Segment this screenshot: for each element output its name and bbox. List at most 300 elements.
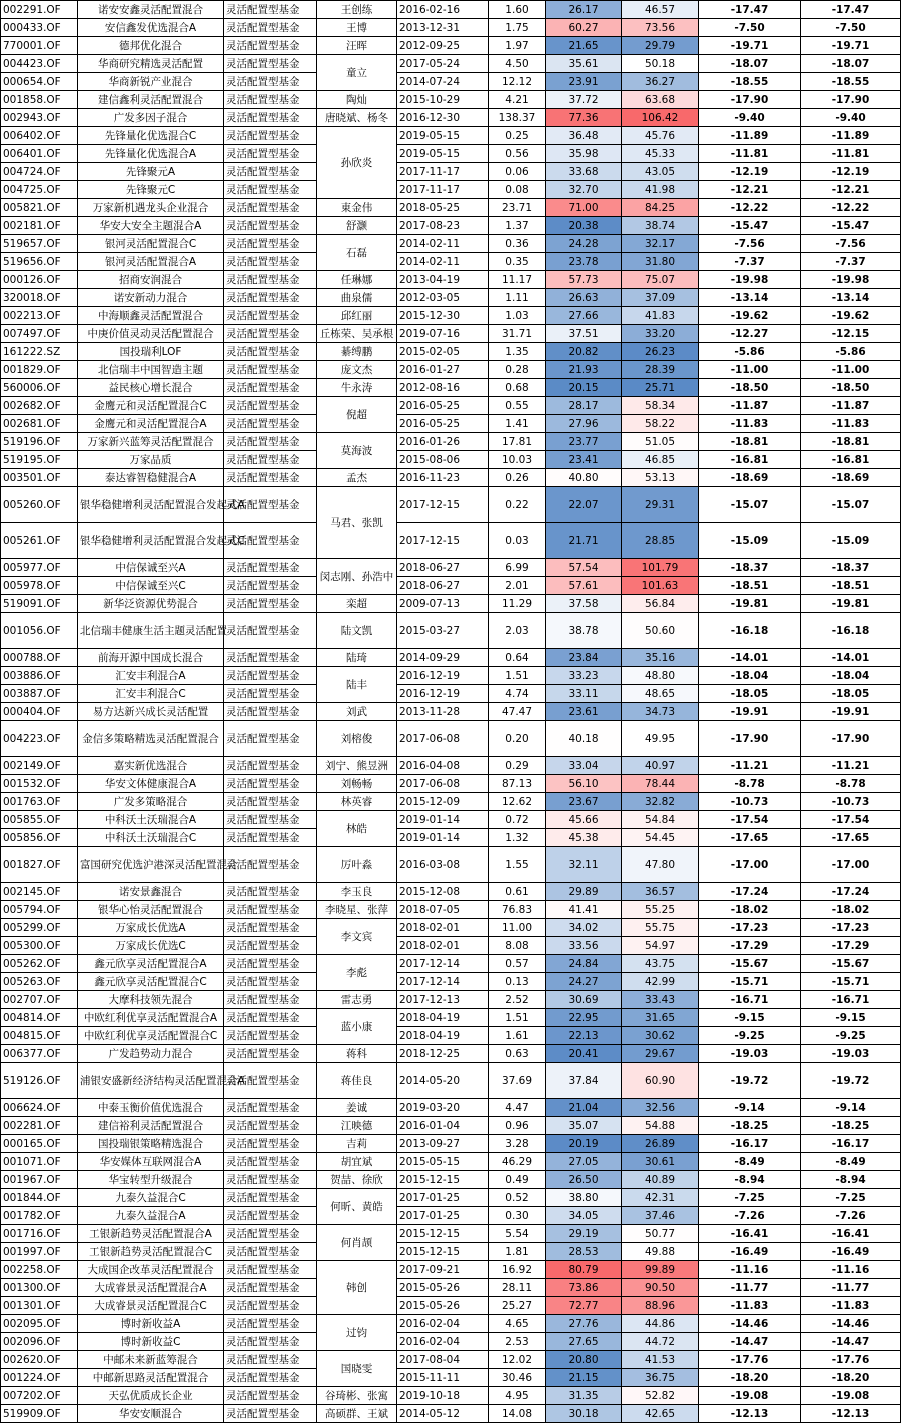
table-row (1, 775, 901, 793)
table-row (1, 649, 901, 667)
fund-code-cell: 002181.OF (1, 217, 78, 235)
return-2-cell: -14.47 (801, 1333, 901, 1351)
fund-size-cell: 14.08 (489, 1405, 546, 1423)
table-row (1, 325, 901, 343)
fund-type-cell: 灵活配置型基金 (224, 1045, 317, 1063)
metric-1-cell: 29.19 (546, 1225, 622, 1243)
return-2-cell: -17.54 (801, 811, 901, 829)
fund-type-cell: 灵活配置型基金 (224, 883, 317, 901)
return-1-cell: -17.23 (699, 919, 801, 937)
fund-code-cell: 007497.OF (1, 325, 78, 343)
fund-code-cell: 005261.OF (1, 523, 78, 559)
return-2-cell: -19.91 (801, 703, 901, 721)
start-date-cell: 2015-03-27 (397, 613, 489, 649)
fund-name-cell: 华安媒体互联网混合A (78, 1153, 224, 1171)
start-date-cell: 2016-04-08 (397, 757, 489, 775)
return-1-cell: -17.76 (699, 1351, 801, 1369)
fund-code-cell: 001858.OF (1, 91, 78, 109)
return-1-cell: -15.47 (699, 217, 801, 235)
table-row (1, 181, 901, 199)
fund-code-cell: 006402.OF (1, 127, 78, 145)
fund-size-cell: 0.64 (489, 649, 546, 667)
fund-type-cell: 灵活配置型基金 (224, 1207, 317, 1225)
start-date-cell: 2017-12-13 (397, 991, 489, 1009)
fund-name-cell: 华商新锐产业混合 (78, 73, 224, 91)
start-date-cell: 2018-05-25 (397, 199, 489, 217)
fund-code-cell: 006377.OF (1, 1045, 78, 1063)
fund-code-cell: 161222.SZ (1, 343, 78, 361)
table-row (1, 613, 901, 649)
fund-name-cell: 浦银安盛新经济结构灵活配置混合A (78, 1063, 224, 1099)
fund-size-cell: 11.00 (489, 919, 546, 937)
metric-2-cell: 34.73 (622, 703, 699, 721)
table-row (1, 577, 901, 595)
table-row (1, 955, 901, 973)
start-date-cell: 2018-04-19 (397, 1027, 489, 1045)
start-date-cell: 2017-12-14 (397, 955, 489, 973)
fund-type-cell: 灵活配置型基金 (224, 1027, 317, 1045)
return-2-cell: -7.37 (801, 253, 901, 271)
fund-code-cell: 002281.OF (1, 1117, 78, 1135)
fund-code-cell: 519091.OF (1, 595, 78, 613)
return-2-cell: -11.87 (801, 397, 901, 415)
fund-code-cell: 002258.OF (1, 1261, 78, 1279)
fund-size-cell: 1.11 (489, 289, 546, 307)
metric-1-cell: 57.61 (546, 577, 622, 595)
start-date-cell: 2014-05-12 (397, 1405, 489, 1423)
fund-name-cell: 大摩科技领先混合 (78, 991, 224, 1009)
return-2-cell: -17.47 (801, 1, 901, 19)
metric-2-cell: 28.39 (622, 361, 699, 379)
return-1-cell: -9.40 (699, 109, 801, 127)
metric-2-cell: 58.34 (622, 397, 699, 415)
metric-2-cell: 31.80 (622, 253, 699, 271)
fund-type-cell: 灵活配置型基金 (224, 361, 317, 379)
fund-manager-cell: 倪超 (317, 397, 397, 433)
fund-size-cell: 0.61 (489, 883, 546, 901)
metric-1-cell: 32.11 (546, 847, 622, 883)
metric-2-cell: 31.65 (622, 1009, 699, 1027)
metric-2-cell: 42.99 (622, 973, 699, 991)
metric-2-cell: 99.89 (622, 1261, 699, 1279)
fund-type-cell: 灵活配置型基金 (224, 397, 317, 415)
fund-manager-cell: 韩创 (317, 1261, 397, 1315)
fund-name-cell: 中邮未来新蓝筹混合 (78, 1351, 224, 1369)
fund-code-cell: 001997.OF (1, 1243, 78, 1261)
fund-code-cell: 519657.OF (1, 235, 78, 253)
start-date-cell: 2014-07-24 (397, 73, 489, 91)
metric-1-cell: 27.76 (546, 1315, 622, 1333)
return-2-cell: -13.14 (801, 289, 901, 307)
fund-code-cell: 005855.OF (1, 811, 78, 829)
metric-1-cell: 32.70 (546, 181, 622, 199)
start-date-cell: 2017-09-21 (397, 1261, 489, 1279)
fund-manager-cell: 刘畅畅 (317, 775, 397, 793)
fund-size-cell: 1.37 (489, 217, 546, 235)
metric-2-cell: 38.74 (622, 217, 699, 235)
start-date-cell: 2017-12-14 (397, 973, 489, 991)
return-1-cell: -17.24 (699, 883, 801, 901)
fund-size-cell: 1.35 (489, 343, 546, 361)
start-date-cell: 2017-11-17 (397, 181, 489, 199)
metric-2-cell: 28.85 (622, 523, 699, 559)
fund-name-cell: 国投瑞银策略精选混合 (78, 1135, 224, 1153)
fund-size-cell: 1.75 (489, 19, 546, 37)
return-2-cell: -18.25 (801, 1117, 901, 1135)
fund-name-cell: 大成睿景灵活配置混合C (78, 1297, 224, 1315)
fund-code-cell: 001056.OF (1, 613, 78, 649)
fund-size-cell: 17.81 (489, 433, 546, 451)
metric-2-cell: 32.56 (622, 1099, 699, 1117)
table-row (1, 1153, 901, 1171)
metric-2-cell: 44.72 (622, 1333, 699, 1351)
fund-size-cell: 6.99 (489, 559, 546, 577)
return-1-cell: -10.73 (699, 793, 801, 811)
metric-2-cell: 41.98 (622, 181, 699, 199)
fund-name-cell: 万家成长优选C (78, 937, 224, 955)
fund-size-cell: 0.55 (489, 397, 546, 415)
table-row (1, 379, 901, 397)
start-date-cell: 2014-09-29 (397, 649, 489, 667)
metric-2-cell: 36.57 (622, 883, 699, 901)
fund-name-cell: 工银新趋势灵活配置混合C (78, 1243, 224, 1261)
metric-1-cell: 34.05 (546, 1207, 622, 1225)
metric-2-cell: 36.75 (622, 1369, 699, 1387)
fund-name-cell: 益民核心增长混合 (78, 379, 224, 397)
fund-size-cell: 0.30 (489, 1207, 546, 1225)
fund-size-cell: 10.03 (489, 451, 546, 469)
table-row (1, 1045, 901, 1063)
metric-1-cell: 28.53 (546, 1243, 622, 1261)
fund-type-cell: 灵活配置型基金 (224, 289, 317, 307)
metric-1-cell: 57.54 (546, 559, 622, 577)
start-date-cell: 2017-06-08 (397, 775, 489, 793)
fund-name-cell: 嘉实新优选混合 (78, 757, 224, 775)
return-1-cell: -17.90 (699, 721, 801, 757)
fund-name-cell: 华商研究精选灵活配置 (78, 55, 224, 73)
metric-2-cell: 84.25 (622, 199, 699, 217)
table-row (1, 1279, 901, 1297)
fund-type-cell: 灵活配置型基金 (224, 613, 317, 649)
metric-1-cell: 23.84 (546, 649, 622, 667)
return-1-cell: -7.26 (699, 1207, 801, 1225)
fund-manager-cell: 李彪 (317, 955, 397, 991)
fund-size-cell: 0.28 (489, 361, 546, 379)
start-date-cell: 2016-02-16 (397, 1, 489, 19)
fund-manager-cell: 陆琦 (317, 649, 397, 667)
table-row (1, 55, 901, 73)
start-date-cell: 2015-05-15 (397, 1153, 489, 1171)
start-date-cell: 2013-09-27 (397, 1135, 489, 1153)
fund-code-cell: 006624.OF (1, 1099, 78, 1117)
table-row (1, 199, 901, 217)
metric-2-cell: 58.22 (622, 415, 699, 433)
return-1-cell: -19.98 (699, 271, 801, 289)
return-2-cell: -15.71 (801, 973, 901, 991)
start-date-cell: 2015-11-11 (397, 1369, 489, 1387)
fund-name-cell: 博时新收益A (78, 1315, 224, 1333)
start-date-cell: 2019-05-15 (397, 145, 489, 163)
fund-name-cell: 招商安润混合 (78, 271, 224, 289)
return-2-cell: -11.83 (801, 1297, 901, 1315)
return-2-cell: -9.14 (801, 1099, 901, 1117)
return-2-cell: -18.81 (801, 433, 901, 451)
fund-name-cell: 新华泛资源优势混合 (78, 595, 224, 613)
fund-type-cell: 灵活配置型基金 (224, 469, 317, 487)
fund-manager-cell: 江映德 (317, 1117, 397, 1135)
fund-size-cell: 0.63 (489, 1045, 546, 1063)
metric-2-cell: 50.18 (622, 55, 699, 73)
return-2-cell: -5.86 (801, 343, 901, 361)
return-2-cell: -12.13 (801, 1405, 901, 1423)
fund-manager-cell: 綦缚鹏 (317, 343, 397, 361)
return-2-cell: -18.37 (801, 559, 901, 577)
metric-1-cell: 23.61 (546, 703, 622, 721)
fund-code-cell: 002149.OF (1, 757, 78, 775)
return-2-cell: -17.23 (801, 919, 901, 937)
fund-name-cell: 中邮新思路灵活配置混合 (78, 1369, 224, 1387)
fund-code-cell: 002213.OF (1, 307, 78, 325)
return-2-cell: -12.15 (801, 325, 901, 343)
table-row (1, 1297, 901, 1315)
fund-name-cell: 大成睿景灵活配置混合A (78, 1279, 224, 1297)
table-row (1, 1027, 901, 1045)
return-2-cell: -11.21 (801, 757, 901, 775)
fund-size-cell: 0.26 (489, 469, 546, 487)
fund-size-cell: 87.13 (489, 775, 546, 793)
fund-code-cell: 005977.OF (1, 559, 78, 577)
return-1-cell: -11.21 (699, 757, 801, 775)
metric-2-cell: 35.16 (622, 649, 699, 667)
metric-1-cell: 35.07 (546, 1117, 622, 1135)
fund-name-cell: 华宝转型升级混合 (78, 1171, 224, 1189)
metric-1-cell: 28.17 (546, 397, 622, 415)
fund-size-cell: 0.36 (489, 235, 546, 253)
start-date-cell: 2013-11-28 (397, 703, 489, 721)
fund-size-cell: 1.41 (489, 415, 546, 433)
fund-size-cell: 0.72 (489, 811, 546, 829)
metric-1-cell: 27.66 (546, 307, 622, 325)
return-2-cell: -11.89 (801, 127, 901, 145)
start-date-cell: 2015-12-30 (397, 307, 489, 325)
return-2-cell: -17.76 (801, 1351, 901, 1369)
fund-name-cell: 广发多策略混合 (78, 793, 224, 811)
fund-code-cell: 000433.OF (1, 19, 78, 37)
fund-size-cell: 46.29 (489, 1153, 546, 1171)
fund-manager-cell: 李玉良 (317, 883, 397, 901)
fund-name-cell: 诺安新动力混合 (78, 289, 224, 307)
fund-manager-cell: 王博 (317, 19, 397, 37)
return-1-cell: -12.22 (699, 199, 801, 217)
start-date-cell: 2018-02-01 (397, 919, 489, 937)
return-2-cell: -7.56 (801, 235, 901, 253)
return-1-cell: -11.16 (699, 1261, 801, 1279)
start-date-cell: 2016-11-23 (397, 469, 489, 487)
return-1-cell: -15.09 (699, 523, 801, 559)
fund-type-cell: 灵活配置型基金 (224, 127, 317, 145)
metric-2-cell: 40.89 (622, 1171, 699, 1189)
return-2-cell: -11.00 (801, 361, 901, 379)
return-2-cell: -17.65 (801, 829, 901, 847)
return-2-cell: -9.40 (801, 109, 901, 127)
metric-1-cell: 60.27 (546, 19, 622, 37)
fund-size-cell: 0.35 (489, 253, 546, 271)
fund-code-cell: 007202.OF (1, 1387, 78, 1405)
return-1-cell: -5.86 (699, 343, 801, 361)
fund-type-cell: 灵活配置型基金 (224, 55, 317, 73)
table-row (1, 793, 901, 811)
fund-size-cell: 12.12 (489, 73, 546, 91)
start-date-cell: 2017-01-25 (397, 1189, 489, 1207)
metric-1-cell: 33.68 (546, 163, 622, 181)
start-date-cell: 2015-05-26 (397, 1297, 489, 1315)
table-row (1, 343, 901, 361)
fund-manager-cell: 曲泉儒 (317, 289, 397, 307)
fund-size-cell: 4.47 (489, 1099, 546, 1117)
metric-2-cell: 29.31 (622, 487, 699, 523)
return-1-cell: -15.71 (699, 973, 801, 991)
return-1-cell: -7.37 (699, 253, 801, 271)
start-date-cell: 2016-05-25 (397, 415, 489, 433)
return-1-cell: -18.07 (699, 55, 801, 73)
fund-manager-cell: 国晓雯 (317, 1351, 397, 1387)
fund-name-cell: 银华心怡灵活配置混合 (78, 901, 224, 919)
return-2-cell: -16.18 (801, 613, 901, 649)
table-row (1, 883, 901, 901)
table-row (1, 19, 901, 37)
fund-type-cell: 灵活配置型基金 (224, 307, 317, 325)
start-date-cell: 2015-10-29 (397, 91, 489, 109)
fund-type-cell: 灵活配置型基金 (224, 19, 317, 37)
fund-code-cell: 001827.OF (1, 847, 78, 883)
metric-1-cell: 24.84 (546, 955, 622, 973)
fund-type-cell: 灵活配置型基金 (224, 1387, 317, 1405)
metric-1-cell: 22.95 (546, 1009, 622, 1027)
fund-type-cell: 灵活配置型基金 (224, 523, 317, 559)
fund-name-cell: 大成国企改革灵活配置混合 (78, 1261, 224, 1279)
return-2-cell: -17.00 (801, 847, 901, 883)
fund-manager-cell: 蓝小康 (317, 1009, 397, 1045)
fund-code-cell: 001967.OF (1, 1171, 78, 1189)
start-date-cell: 2017-05-24 (397, 55, 489, 73)
fund-manager-cell: 厉叶淼 (317, 847, 397, 883)
return-2-cell: -18.04 (801, 667, 901, 685)
fund-type-cell: 灵活配置型基金 (224, 667, 317, 685)
fund-size-cell: 0.57 (489, 955, 546, 973)
fund-type-cell: 灵活配置型基金 (224, 109, 317, 127)
fund-code-cell: 004725.OF (1, 181, 78, 199)
fund-name-cell: 九泰久益混合A (78, 1207, 224, 1225)
table-row (1, 1171, 901, 1189)
metric-1-cell: 30.69 (546, 991, 622, 1009)
fund-manager-cell: 刘武 (317, 703, 397, 721)
fund-name-cell: 万家新兴蓝筹灵活配置混合 (78, 433, 224, 451)
return-2-cell: -18.50 (801, 379, 901, 397)
metric-1-cell: 57.73 (546, 271, 622, 289)
fund-type-cell: 灵活配置型基金 (224, 1063, 317, 1099)
fund-manager-cell: 刘榕俊 (317, 721, 397, 757)
fund-type-cell: 灵活配置型基金 (224, 829, 317, 847)
start-date-cell: 2016-05-25 (397, 397, 489, 415)
metric-2-cell: 45.33 (622, 145, 699, 163)
fund-size-cell: 0.49 (489, 1171, 546, 1189)
return-2-cell: -11.16 (801, 1261, 901, 1279)
fund-name-cell: 先锋量化优选混合C (78, 127, 224, 145)
metric-2-cell: 78.44 (622, 775, 699, 793)
return-1-cell: -19.81 (699, 595, 801, 613)
fund-manager-cell: 蒋佳良 (317, 1063, 397, 1099)
fund-code-cell: 002681.OF (1, 415, 78, 433)
fund-size-cell: 0.03 (489, 523, 546, 559)
fund-name-cell: 鑫元欣享灵活配置混合C (78, 973, 224, 991)
fund-type-cell: 灵活配置型基金 (224, 847, 317, 883)
fund-code-cell: 001844.OF (1, 1189, 78, 1207)
start-date-cell: 2018-06-27 (397, 559, 489, 577)
table-row (1, 1261, 901, 1279)
start-date-cell: 2017-12-15 (397, 487, 489, 523)
return-2-cell: -7.25 (801, 1189, 901, 1207)
fund-size-cell: 0.08 (489, 181, 546, 199)
return-1-cell: -19.62 (699, 307, 801, 325)
fund-code-cell: 003886.OF (1, 667, 78, 685)
metric-2-cell: 30.62 (622, 1027, 699, 1045)
table-row (1, 1135, 901, 1153)
fund-size-cell: 4.65 (489, 1315, 546, 1333)
return-2-cell: -19.62 (801, 307, 901, 325)
metric-2-cell: 50.77 (622, 1225, 699, 1243)
return-1-cell: -19.03 (699, 1045, 801, 1063)
fund-size-cell: 31.71 (489, 325, 546, 343)
fund-size-cell: 0.20 (489, 721, 546, 757)
return-1-cell: -11.83 (699, 1297, 801, 1315)
metric-2-cell: 54.45 (622, 829, 699, 847)
metric-1-cell: 30.18 (546, 1405, 622, 1423)
fund-manager-cell: 胡宜斌 (317, 1153, 397, 1171)
metric-2-cell: 88.96 (622, 1297, 699, 1315)
fund-size-cell: 1.60 (489, 1, 546, 19)
return-1-cell: -16.17 (699, 1135, 801, 1153)
return-2-cell: -19.71 (801, 37, 901, 55)
metric-1-cell: 26.50 (546, 1171, 622, 1189)
start-date-cell: 2009-07-13 (397, 595, 489, 613)
return-1-cell: -18.25 (699, 1117, 801, 1135)
fund-type-cell: 灵活配置型基金 (224, 1279, 317, 1297)
metric-1-cell: 24.27 (546, 973, 622, 991)
fund-type-cell: 灵活配置型基金 (224, 757, 317, 775)
return-1-cell: -11.83 (699, 415, 801, 433)
fund-code-cell: 002096.OF (1, 1333, 78, 1351)
return-2-cell: -12.21 (801, 181, 901, 199)
return-1-cell: -18.81 (699, 433, 801, 451)
table-row (1, 1, 901, 19)
metric-1-cell: 73.86 (546, 1279, 622, 1297)
start-date-cell: 2017-11-17 (397, 163, 489, 181)
fund-name-cell: 华安大安全主题混合A (78, 217, 224, 235)
metric-1-cell: 37.58 (546, 595, 622, 613)
metric-1-cell: 20.82 (546, 343, 622, 361)
metric-1-cell: 33.11 (546, 685, 622, 703)
return-1-cell: -8.49 (699, 1153, 801, 1171)
return-2-cell: -19.81 (801, 595, 901, 613)
start-date-cell: 2018-07-05 (397, 901, 489, 919)
metric-2-cell: 41.83 (622, 307, 699, 325)
fund-name-cell: 广发多因子混合 (78, 109, 224, 127)
metric-1-cell: 27.65 (546, 1333, 622, 1351)
metric-1-cell: 23.77 (546, 433, 622, 451)
fund-manager-cell: 姜诚 (317, 1099, 397, 1117)
return-2-cell: -17.90 (801, 91, 901, 109)
fund-type-cell: 灵活配置型基金 (224, 649, 317, 667)
